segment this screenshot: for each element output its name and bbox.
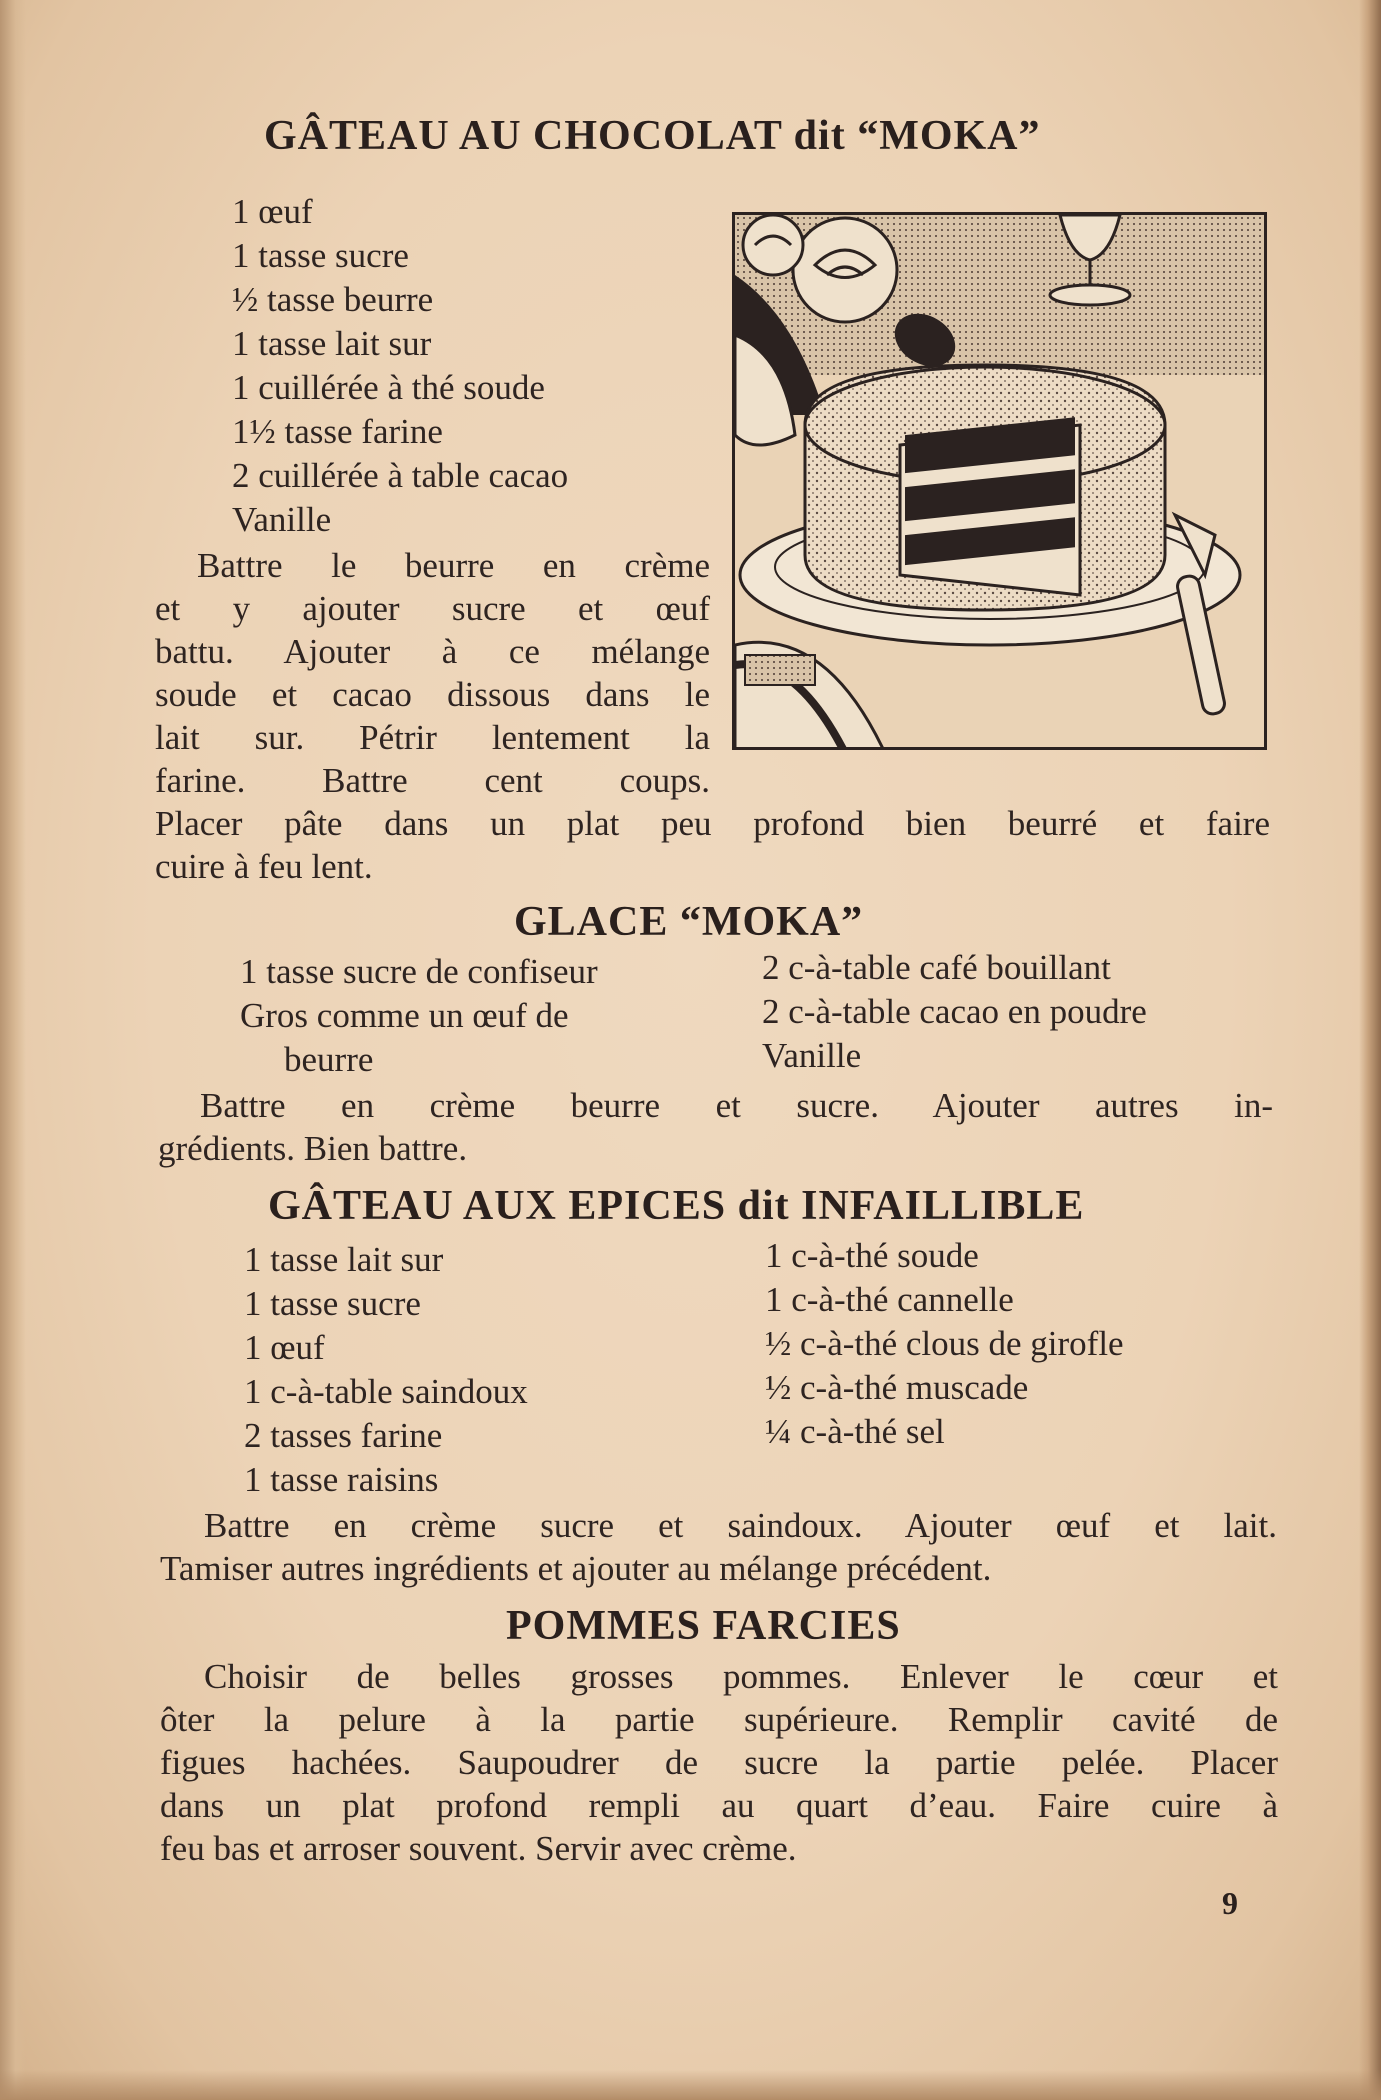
method-line: battu. Ajouter à ce mélange [155,632,710,671]
method-line: soude et cacao dissous dans le [155,675,710,714]
method-line: grédients. Bien battre. [158,1129,468,1168]
method-line: et y ajouter sucre et œuf [155,589,710,628]
recipe-title-gateau-moka: GÂTEAU AU CHOCOLAT dit “MOKA” [264,113,1041,159]
ingredient: 2 c-à-table café bouillant [762,948,1111,987]
method-line: cuire à feu lent. [155,847,373,886]
method-line: Choisir de belles grosses pommes. Enlever le cœur et [204,1657,1278,1696]
method-line: Tamiser autres ingrédients et ajouter au mélange précédent. [160,1549,992,1588]
method-line: lait sur. Pétrir lentement la [155,718,710,757]
ingredient: beurre [284,1040,374,1079]
ingredient: 2 tasses farine [244,1416,443,1455]
recipe-title-pommes-farcies: POMMES FARCIES [506,1603,901,1649]
page-edge-left [0,0,26,2100]
ingredient: 1 c-à-thé soude [765,1236,979,1275]
method-line: farine. Battre cent coups. [155,761,710,800]
ingredient: 1 tasse lait sur [244,1240,444,1279]
method-line: figues hachées. Saupoudrer de sucre la partie pelée. Placer [160,1743,1278,1782]
ingredient: 1 tasse lait sur [232,324,432,363]
ingredient: 1 c-à-table saindoux [244,1372,528,1411]
ingredient: 1 œuf [244,1328,325,1367]
recipe1-ingredients [232,190,568,542]
recipe2-ingredients-right [762,946,1147,1078]
method-line: dans un plat profond rempli au quart d’eau. Faire cuire à [160,1786,1278,1825]
method-line: Placer pâte dans un plat peu profond bien beurré et faire [155,804,1270,843]
ingredient: 1 tasse sucre [232,236,409,275]
cake-drawing-icon [735,215,1267,750]
recipe2-ingredients-left [240,950,598,1082]
recipe1-method-wrap [155,544,710,802]
ingredient: 1 tasse sucre de confiseur [240,952,598,991]
ingredient: ¼ c-à-thé sel [765,1412,945,1451]
ingredient: 1 c-à-thé cannelle [765,1280,1014,1319]
recipe4-method [160,1655,1278,1870]
recipe3-ingredients-right [765,1234,1124,1454]
ingredient: 1 cuillérée à thé soude [232,368,545,407]
recipe3-method [160,1504,1277,1590]
ingredient: 1 tasse raisins [244,1460,439,1499]
page-number: 9 [1222,1885,1238,1921]
ingredient: ½ c-à-thé clous de girofle [765,1324,1124,1363]
ingredient: 2 cuillérée à table cacao [232,456,569,495]
page-edge-right [1359,0,1381,2100]
moka-cake-illustration [732,212,1267,750]
recipe2-method [158,1084,1273,1170]
recipe1-method-full [155,802,1270,888]
method-line: feu bas et arroser souvent. Servir avec crème. [160,1829,797,1868]
ingredient: 1 tasse sucre [244,1284,421,1323]
method-line: Battre en crème sucre et saindoux. Ajouter œuf et lait. [204,1506,1277,1545]
recipe3-ingredients-left [244,1238,528,1502]
method-line: Battre le beurre en crème [197,546,710,585]
ingredient: 1 œuf [232,192,313,231]
page-edge-bottom [0,2070,1381,2100]
ingredient: 2 c-à-table cacao en poudre [762,992,1147,1031]
ingredient: Vanille [762,1036,862,1075]
ingredient: Gros comme un œuf de [240,996,569,1035]
ingredient: 1½ tasse farine [232,412,443,451]
recipe-title-glace-moka: GLACE “MOKA” [514,899,864,945]
method-line: ôter la pelure à la partie supérieure. Remplir cavité de [160,1700,1278,1739]
ingredient: ½ c-à-thé muscade [765,1368,1029,1407]
method-line: Battre en crème beurre et sucre. Ajouter autres in- [200,1086,1273,1125]
ingredient: Vanille [232,500,332,539]
recipe-title-gateau-epices: GÂTEAU AUX EPICES dit INFAILLIBLE [268,1183,1085,1229]
ingredient: ½ tasse beurre [232,280,434,319]
